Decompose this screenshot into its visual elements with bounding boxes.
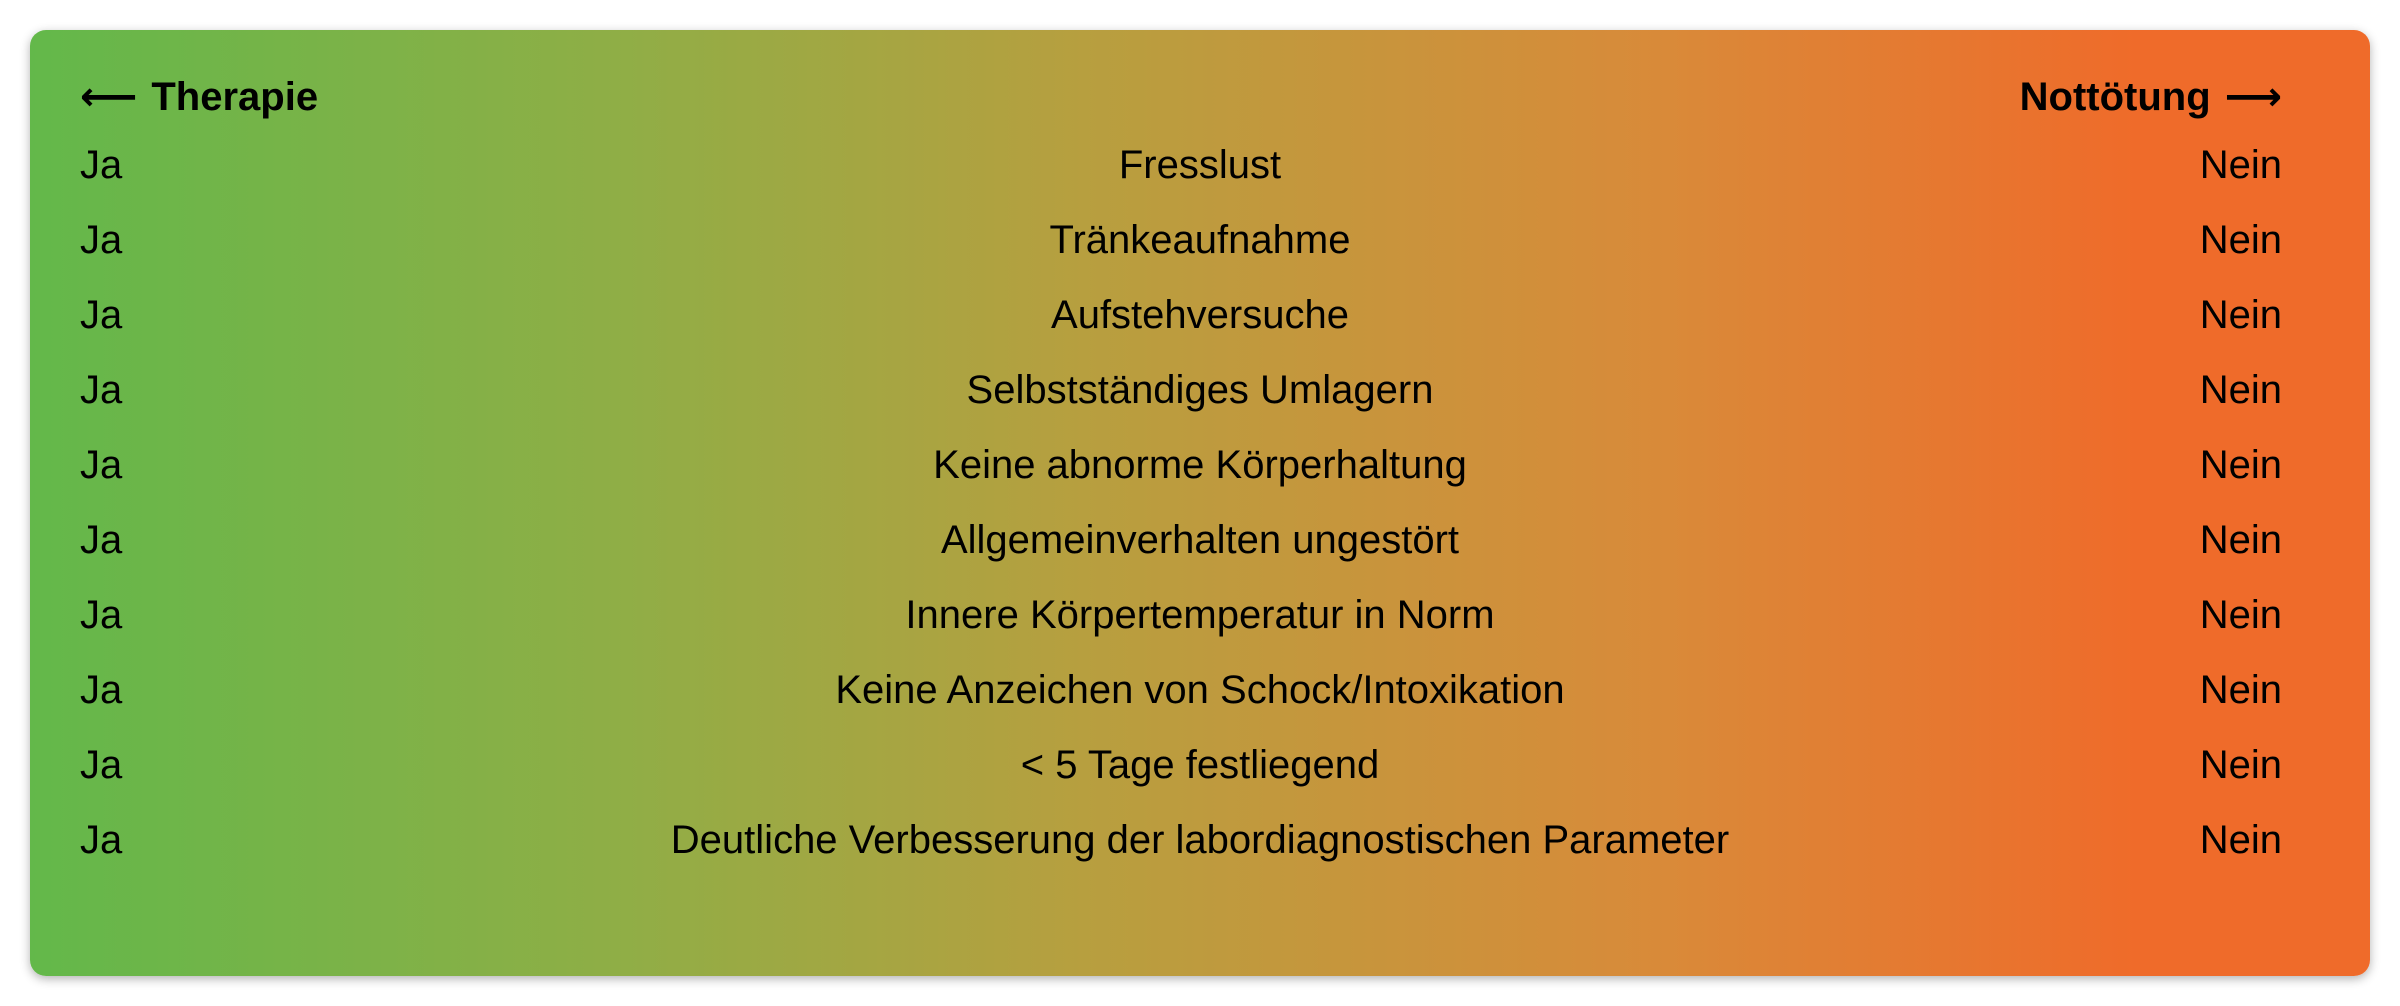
cell-nottoetung-answer: Nein xyxy=(2199,143,2282,187)
cell-criterion: Fresslust xyxy=(1118,143,1282,187)
cell-criterion: Selbstständiges Umlagern xyxy=(966,368,1434,412)
cell-therapie-answer: Ja xyxy=(80,218,123,262)
header-left-group xyxy=(80,75,318,120)
table-row xyxy=(80,278,2320,353)
cell-criterion: Tränkeaufnahme xyxy=(1049,218,1351,262)
cell-criterion: Keine abnorme Körperhaltung xyxy=(933,443,1467,487)
header-label-therapie: Therapie xyxy=(151,74,319,119)
cell-therapie-answer: Ja xyxy=(80,518,123,562)
cell-therapie-answer: Ja xyxy=(80,293,123,337)
cell-therapie-answer: Ja xyxy=(80,368,123,412)
table-row xyxy=(80,428,2320,503)
arrow-right-icon: ⟶ xyxy=(2224,74,2282,120)
cell-therapie-answer: Ja xyxy=(80,143,123,187)
cell-nottoetung-answer: Nein xyxy=(2199,593,2282,637)
table-row xyxy=(80,203,2320,278)
cell-nottoetung-answer: Nein xyxy=(2199,743,2282,787)
decision-matrix-figure xyxy=(30,30,2370,976)
table-row xyxy=(80,578,2320,653)
cell-nottoetung-answer: Nein xyxy=(2199,218,2282,262)
cell-criterion: < 5 Tage festliegend xyxy=(1020,743,1380,787)
cell-criterion: Keine Anzeichen von Schock/Intoxikation xyxy=(835,668,1565,712)
matrix-header xyxy=(80,66,2320,128)
cell-criterion: Innere Körpertemperatur in Norm xyxy=(905,593,1495,637)
table-row xyxy=(80,803,2320,878)
cell-nottoetung-answer: Nein xyxy=(2199,818,2282,862)
table-row xyxy=(80,728,2320,803)
header-label-nottoetung: Nottötung xyxy=(2019,74,2211,119)
cell-criterion: Aufstehversuche xyxy=(1051,293,1349,337)
cell-therapie-answer: Ja xyxy=(80,743,123,787)
table-row xyxy=(80,653,2320,728)
header-right-group xyxy=(2020,75,2320,120)
cell-therapie-answer: Ja xyxy=(80,443,123,487)
cell-criterion: Allgemeinverhalten ungestört xyxy=(940,518,1460,562)
table-row xyxy=(80,503,2320,578)
table-row xyxy=(80,353,2320,428)
cell-therapie-answer: Ja xyxy=(80,593,123,637)
cell-nottoetung-answer: Nein xyxy=(2199,368,2282,412)
cell-therapie-answer: Ja xyxy=(80,668,123,712)
cell-nottoetung-answer: Nein xyxy=(2199,443,2282,487)
cell-therapie-answer: Ja xyxy=(80,818,123,862)
table-row xyxy=(80,128,2320,203)
cell-nottoetung-answer: Nein xyxy=(2199,293,2282,337)
cell-nottoetung-answer: Nein xyxy=(2199,668,2282,712)
cell-nottoetung-answer: Nein xyxy=(2199,518,2282,562)
cell-criterion: Deutliche Verbesserung der labordiagnostischen Parameter xyxy=(670,818,1730,862)
arrow-left-icon: ⟵ xyxy=(80,74,138,120)
matrix-rows-container xyxy=(30,30,2370,878)
